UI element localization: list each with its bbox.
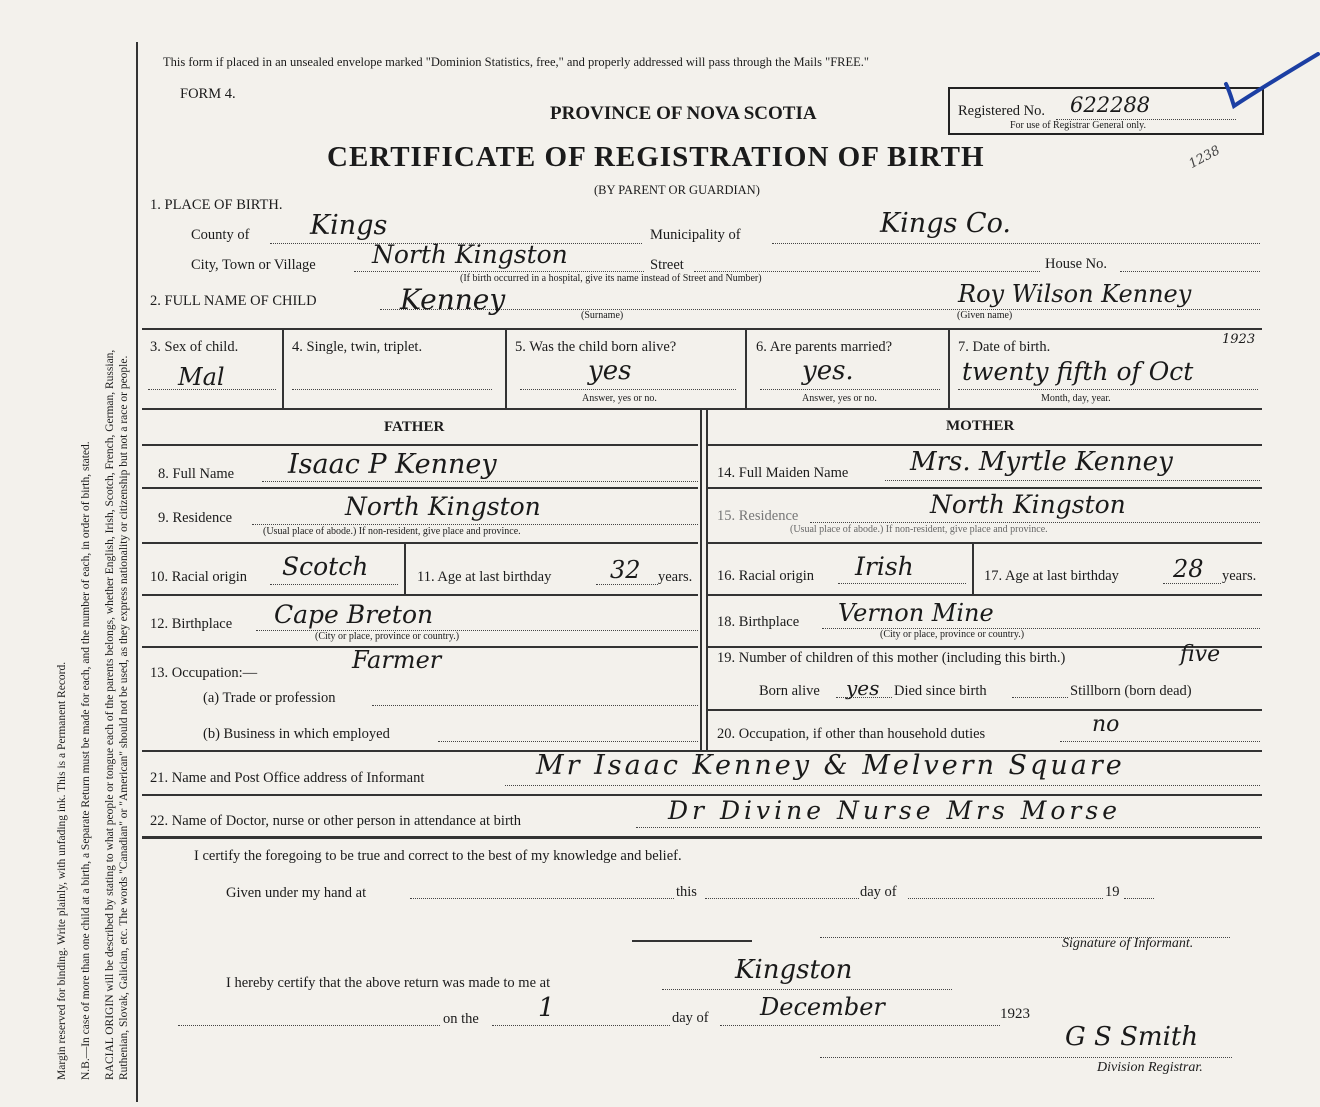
dob-year: 1923: [1222, 332, 1256, 347]
alive-caption: Answer, yes or no.: [582, 393, 657, 404]
father-name-label: 8. Full Name: [158, 466, 235, 482]
margin-note-4: Ruthenian, Slovak, Galician, etc. The words "Canadian" or "American" should not be used, as they express nationality or citizenship but not a race or people.: [118, 355, 130, 1080]
parents-divider: [700, 410, 702, 750]
alive-value: yes: [588, 356, 632, 386]
mother-occupation-label: 20. Occupation, if other than household duties: [717, 726, 986, 742]
given-caption: (Given name): [957, 310, 1013, 321]
on-the-label: on the: [443, 1011, 479, 1027]
margin-note-2: N.B.—In case of more than one child at a birth, a Separate Return must be made for each, and the number of each, in order of birth, stated.: [80, 441, 92, 1080]
mother-racial-label: 16. Racial origin: [717, 568, 815, 584]
father-residence: North Kingston: [345, 492, 541, 521]
born-alive: yes: [846, 676, 880, 700]
father-occupation-label: 13. Occupation:—: [150, 665, 258, 681]
doctor-label: 22. Name of Doctor, nurse or other person in attendance at birth: [150, 813, 522, 829]
father-birthplace-caption: (City or place, province or country.): [315, 631, 460, 642]
registrar-note: For use of Registrar General only.: [1010, 120, 1146, 131]
father-residence-label: 9. Residence: [158, 510, 233, 526]
check-mark: [1218, 52, 1320, 112]
day-of-label-2: day of: [672, 1010, 709, 1026]
father-age: 32: [610, 556, 641, 584]
children-count-label: 19. Number of children of this mother (including this birth.): [717, 650, 1066, 666]
registered-box: [948, 87, 1264, 135]
mother-age-unit: years.: [1222, 568, 1257, 584]
house-label: House No.: [1045, 256, 1108, 272]
place-of-birth-heading: 1. PLACE OF BIRTH.: [150, 197, 283, 213]
city-label: City, Town or Village: [191, 257, 316, 273]
signature-caption: Signature of Informant.: [1062, 936, 1194, 951]
doctor-value: Dr Divine Nurse Mrs Morse: [668, 796, 1121, 825]
mother-age: 28: [1173, 555, 1204, 583]
mother-birthplace-caption: (City or place, province or country.): [880, 629, 1025, 640]
sex-value: Mal: [178, 363, 225, 391]
registered-label: Registered No.: [958, 103, 1045, 119]
rule-top-boxes: [142, 328, 1262, 330]
father-racial: Scotch: [282, 552, 369, 581]
registrar-signature: G S Smith: [1065, 1022, 1199, 1052]
mother-name: Mrs. Myrtle Kenney: [910, 447, 1173, 477]
given-label: Given under my hand at: [226, 885, 367, 901]
child-surname: Kenney: [400, 283, 506, 316]
day-of-label: day of: [860, 884, 897, 900]
married-label: 6. Are parents married?: [756, 339, 893, 355]
sex-label: 3. Sex of child.: [150, 339, 239, 355]
mother-occupation: no: [1092, 712, 1120, 737]
mother-residence-label: 15. Residence: [717, 508, 799, 524]
father-age-unit: years.: [658, 569, 693, 585]
father-residence-caption: (Usual place of abode.) If non-resident, give place and province.: [263, 526, 521, 537]
alive-label: 5. Was the child born alive?: [515, 339, 677, 355]
father-occupation: Farmer: [352, 646, 442, 674]
certificate-subtitle: (BY PARENT OR GUARDIAN): [594, 183, 760, 197]
father-heading: FATHER: [384, 419, 445, 435]
form-number: FORM 4.: [180, 86, 236, 102]
certificate-title: CERTIFICATE OF REGISTRATION OF BIRTH: [327, 141, 985, 173]
mother-residence-caption: (Usual place of abode.) If non-resident, give place and province.: [790, 524, 1048, 535]
margin-note-1: Margin reserved for binding. Write plainly, with unfading ink. This is a Permanent Record.: [56, 661, 68, 1080]
month-value: December: [760, 993, 885, 1021]
stamp-number: 1238: [1186, 143, 1223, 172]
child-name-label: 2. FULL NAME OF CHILD: [150, 293, 317, 309]
certify-statement: I certify the foregoing to be true and correct to the best of my knowledge and belief.: [194, 848, 682, 864]
father-age-label: 11. Age at last birthday: [417, 569, 552, 585]
mail-notice: This form if placed in an unsealed envelope marked "Dominion Statistics, free," and properly addressed will pass through the Mails "FREE.": [163, 55, 870, 69]
mother-residence: North Kingston: [930, 490, 1126, 519]
married-value: yes.: [802, 356, 854, 386]
trade-label: (a) Trade or profession: [203, 690, 336, 706]
child-given-name: Roy Wilson Kenney: [958, 280, 1192, 308]
father-name: Isaac P Kenney: [288, 449, 497, 480]
margin-rule: [136, 42, 138, 1102]
municipality-value: Kings Co.: [880, 208, 1011, 239]
stillborn-label: Stillborn (born dead): [1070, 683, 1192, 699]
father-birthplace-label: 12. Birthplace: [150, 616, 233, 632]
children-count: five: [1180, 642, 1221, 667]
married-caption: Answer, yes or no.: [802, 393, 877, 404]
mother-heading: MOTHER: [946, 418, 1015, 434]
registered-number: 622288: [1070, 93, 1151, 117]
county-label: County of: [191, 227, 250, 243]
return-label: I hereby certify that the above return was made to me at: [226, 975, 551, 991]
born-alive-label: Born alive: [759, 683, 820, 699]
municipality-label: Municipality of: [650, 227, 741, 243]
registrar-caption: Division Registrar.: [1097, 1060, 1203, 1075]
street-label: Street: [650, 257, 684, 273]
this-label: this: [676, 884, 697, 900]
mother-birthplace-label: 18. Birthplace: [717, 614, 800, 630]
city-value: North Kingston: [372, 240, 568, 269]
father-racial-label: 10. Racial origin: [150, 569, 248, 585]
margin-note-3: RACIAL ORIGIN will be described by stating to what people or tongue each of the parents belongs, whether English, Irish, Scotch, French, German, Russian,: [104, 349, 116, 1080]
hospital-note: (If birth occurred in a hospital, give its name instead of Street and Number): [460, 273, 762, 284]
province-title: PROVINCE OF NOVA SCOTIA: [550, 103, 817, 124]
informant-value: Mr Isaac Kenney & Melvern Square: [536, 750, 1125, 781]
father-birthplace: Cape Breton: [274, 600, 434, 629]
return-place: Kingston: [735, 955, 853, 985]
year-prefix: 19: [1105, 884, 1120, 900]
died-label: Died since birth: [894, 683, 987, 699]
rule-parents-top: [142, 408, 1262, 410]
year-value: 1923: [1000, 1006, 1030, 1022]
dob-label: 7. Date of birth.: [958, 339, 1051, 355]
dob-value: twenty fifth of Oct: [962, 357, 1194, 386]
surname-caption: (Surname): [581, 310, 624, 321]
mother-racial: Irish: [855, 552, 914, 581]
on-the-day: 1: [538, 993, 555, 1023]
county-value: Kings: [310, 210, 388, 241]
mother-name-label: 14. Full Maiden Name: [717, 465, 849, 481]
informant-signature-line: [632, 940, 752, 942]
plurality-label: 4. Single, twin, triplet.: [292, 339, 423, 355]
informant-label: 21. Name and Post Office address of Informant: [150, 770, 425, 786]
mother-birthplace: Vernon Mine: [838, 599, 994, 627]
business-label: (b) Business in which employed: [203, 726, 390, 742]
mother-age-label: 17. Age at last birthday: [984, 568, 1119, 584]
dob-caption: Month, day, year.: [1041, 393, 1111, 404]
